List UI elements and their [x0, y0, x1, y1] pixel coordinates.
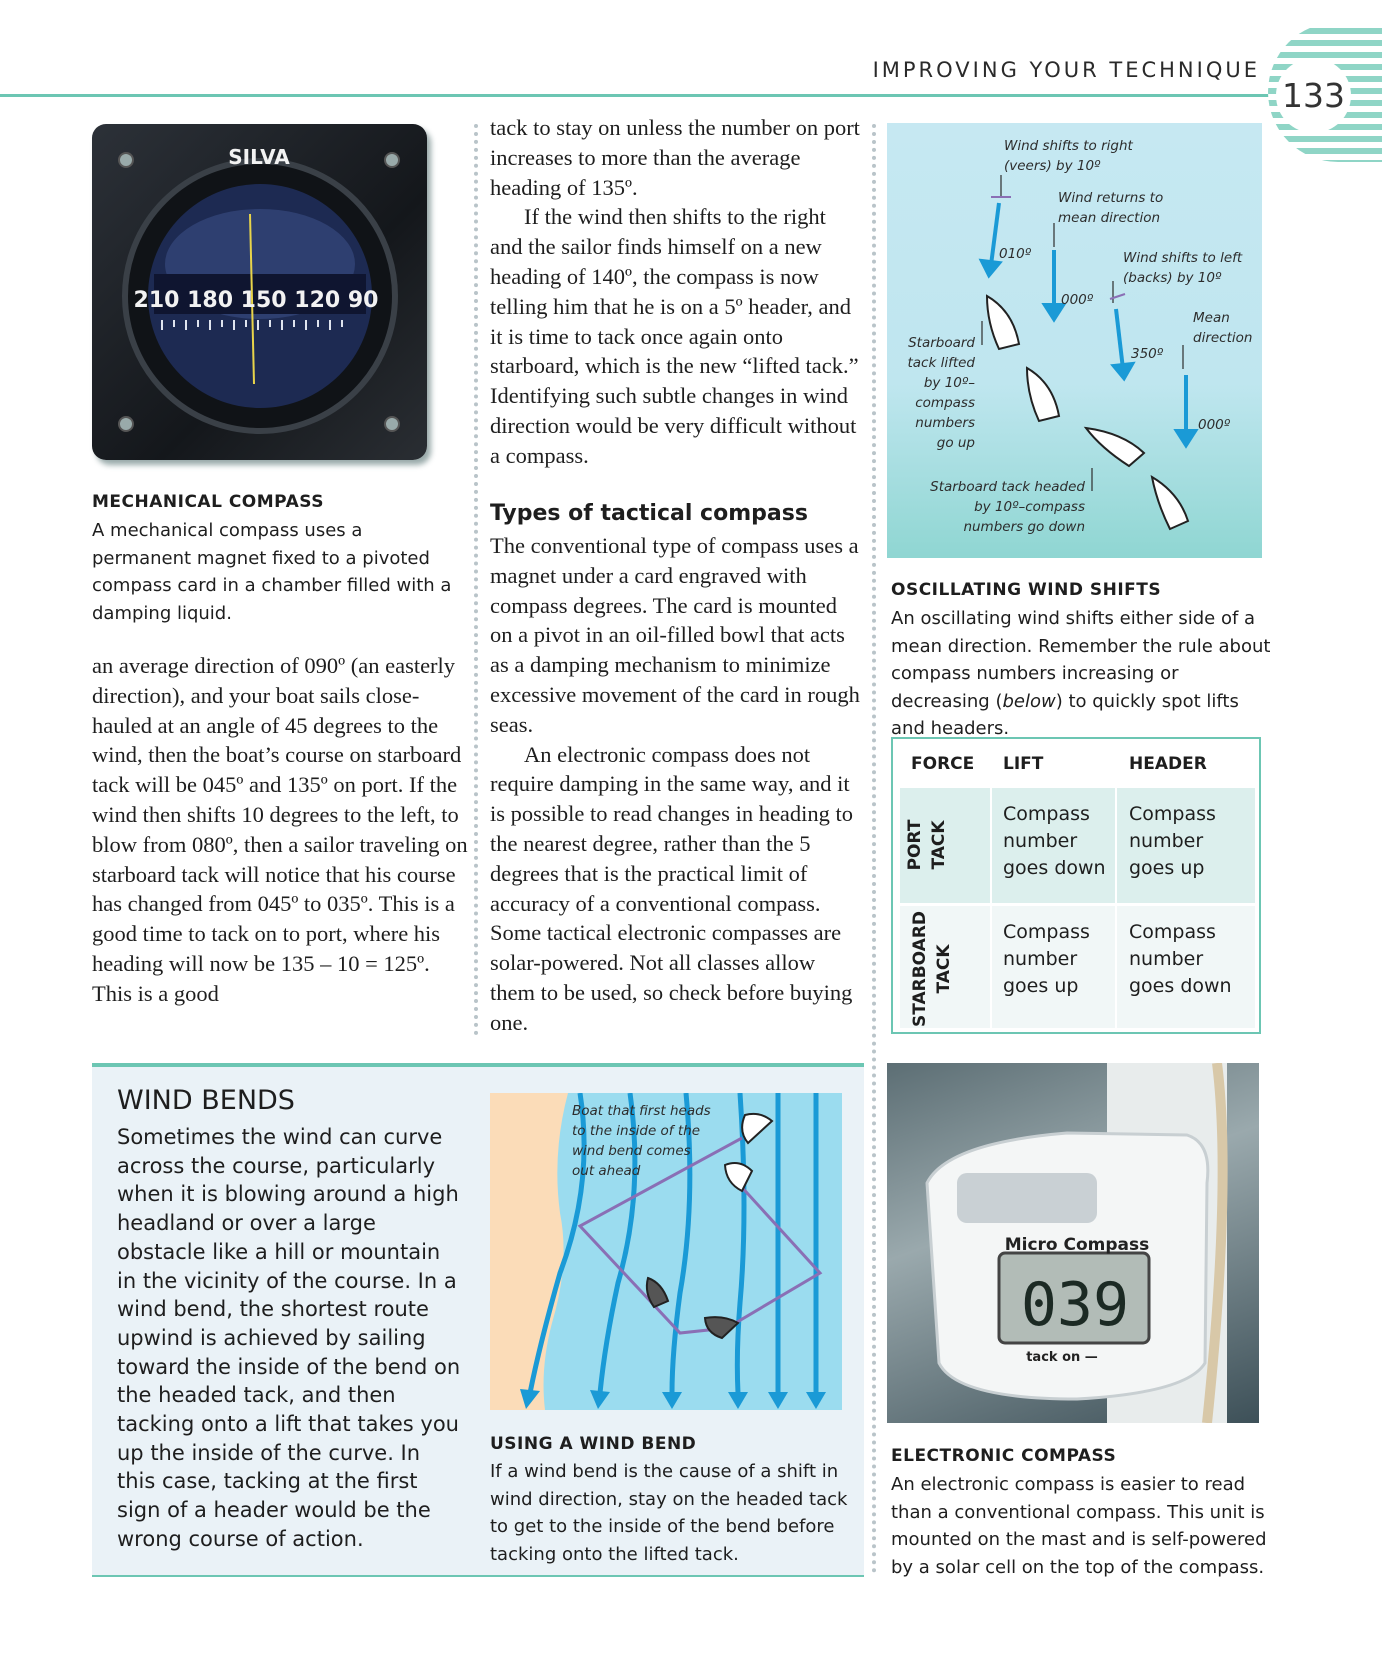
electronic-compass-display: 039 — [1020, 1270, 1130, 1340]
value-000-a: 000º — [1061, 292, 1094, 308]
header-rule — [0, 94, 1270, 97]
page-number-tab — [1268, 22, 1382, 162]
column-divider-1 — [474, 124, 478, 1036]
table-cell-starboard-lift: Compass number goes up — [1003, 921, 1090, 997]
table-row-label-port-2: TACK — [929, 820, 949, 870]
column-divider-2 — [872, 124, 876, 1574]
value-350: 350º — [1131, 346, 1164, 362]
mechanical-compass-illustration — [92, 124, 427, 460]
column2-text-lower — [490, 531, 862, 1038]
table-cell-port-lift: Compass number goes down — [1003, 803, 1106, 879]
electronic-compass-illustration — [887, 1063, 1259, 1423]
column1-text: an average direction of 090º (an easterly direction), and your boat sails close-hauled at an angle of 45 degrees to the wind, then the boat’s course on starboard tack will be 045º and 135º on port. If the wind then shifts 10 degrees to the left, to blow from 080º, then a sailor traveling on starboard tack will notice that his course has changed from 045º to 035º. This is a good time to tack on to port, where his heading will now be 135 – 10 = 125º. This is a good — [92, 653, 468, 1006]
section-title: IMPROVING YOUR TECHNIQUE — [872, 58, 1260, 82]
column2-para3: The conventional type of compass uses a magnet under a card engraved with compass degrees. The card is mounted on a pivot in an oil-filled bowl that acts as a damping mechanism to minimize excessive movement of the card in rough seas. — [490, 533, 860, 737]
subheading-types-of-tactical-compass: Types of tactical compass — [490, 501, 808, 526]
mechanical-compass-caption-text: A mechanical compass uses a permanent magnet fixed to a pivoted compass card in a chamber filled with a damping liquid. — [92, 520, 452, 624]
page-number: 133 — [1276, 58, 1351, 133]
wind-bend-caption-text: If a wind bend is the cause of a shift in wind direction, stay on the headed tack to get to the inside of the bend before tacking onto the lifted tack. — [490, 1461, 848, 1565]
oscillating-caption-title: OSCILLATING WIND SHIFTS — [891, 580, 1162, 600]
oscillating-wind-diagram — [887, 123, 1262, 558]
table-header-force: FORCE — [911, 754, 975, 774]
table-header-header: HEADER — [1129, 754, 1207, 774]
value-000-b: 000º — [1198, 417, 1231, 433]
table-row-label-port-1: PORT — [905, 819, 925, 871]
label-wind-veers: Wind shifts to right (veers) by 10º — [1004, 138, 1133, 174]
column2-para4: An electronic compass does not require damping in the same way, and it is possible to read changes in heading to the nearest degree, rather than the 5 degrees that is the practical limit of accuracy of a conventional compass. Some tactical electronic compasses are solar-powered. Not all classes allow them to be used, so check before buying one. — [490, 741, 854, 1035]
table-header-lift: LIFT — [1003, 754, 1044, 774]
label-wind-returns: Wind returns to mean direction — [1058, 190, 1164, 226]
wind-bend-label: Boat that first heads to the inside of the wind bend comes out ahead — [572, 1103, 711, 1179]
mechanical-compass-photo — [92, 124, 427, 460]
value-010: 010º — [999, 246, 1032, 262]
wind-bends-title: WIND BENDS — [117, 1085, 295, 1116]
wind-bend-caption-title: USING A WIND BEND — [490, 1434, 697, 1454]
table-cell-starboard-header: Compass number goes down — [1129, 921, 1232, 997]
electronic-compass-caption-title: ELECTRONIC COMPASS — [891, 1446, 1117, 1466]
electronic-compass-button-label: tack on — — [1026, 1350, 1098, 1365]
table-cell-port-header: Compass number goes up — [1129, 803, 1216, 879]
label-starboard-lifted: Starboard tack lifted by 10º– compass numbers go up — [907, 335, 975, 451]
wind-bend-diagram — [490, 1093, 842, 1410]
force-table — [891, 737, 1261, 1034]
table-row-label-starboard-1: STARBOARD — [910, 910, 930, 1028]
oscillating-caption-text: An oscillating wind shifts either side of a mean direction. Remember the rule about compass numbers increasing or decreasing (below) to quickly spot lifts and headers. — [891, 608, 1271, 739]
wind-bends-body: Sometimes the wind can curve across the course, particularly when it is blowing around a high headland or over a large obstacle like a hill or mountain in the vicinity of the course. In a wind bend, the shortest route upwind is achieved by sailing toward the inside of the bend on the headed tack, and then tacking onto a lift that takes you up the inside of the curve. In this case, tacking at the first sign of a header would be the wrong course of action. — [117, 1125, 461, 1551]
column2-text — [490, 113, 862, 471]
label-mean-direction: Mean direction — [1193, 310, 1253, 346]
mechanical-compass-caption-title: MECHANICAL COMPASS — [92, 492, 324, 512]
label-wind-backs: Wind shifts to left (backs) by 10º — [1123, 250, 1243, 286]
table-row-label-starboard-2: TACK — [934, 944, 954, 994]
column2-para2: If the wind then shifts to the right and the sailor finds himself on a new heading of 140º, the compass is now telling him that he is on a 5º header, and it is time to tack once again onto starboard, which is the new “lifted tack.” Identifying such subtle changes in wind direction would be very difficult without a compass. — [490, 204, 859, 468]
electronic-compass-photo — [887, 1063, 1259, 1423]
electronic-compass-caption-text: An electronic compass is easier to read than a conventional compass. This unit is mounted on the mast and is self-powered by a solar cell on the top of the compass. — [891, 1474, 1267, 1578]
column2-para1: tack to stay on unless the number on port increases to more than the average heading of 135º. — [490, 115, 860, 200]
compass-dial-numbers: 210 180 150 120 90 — [133, 288, 379, 313]
label-starboard-headed: Starboard tack headed by 10º–compass numbers go down — [930, 479, 1085, 535]
electronic-compass-brand: Micro Compass — [1004, 1235, 1150, 1255]
compass-brand: SILVA — [228, 145, 290, 169]
